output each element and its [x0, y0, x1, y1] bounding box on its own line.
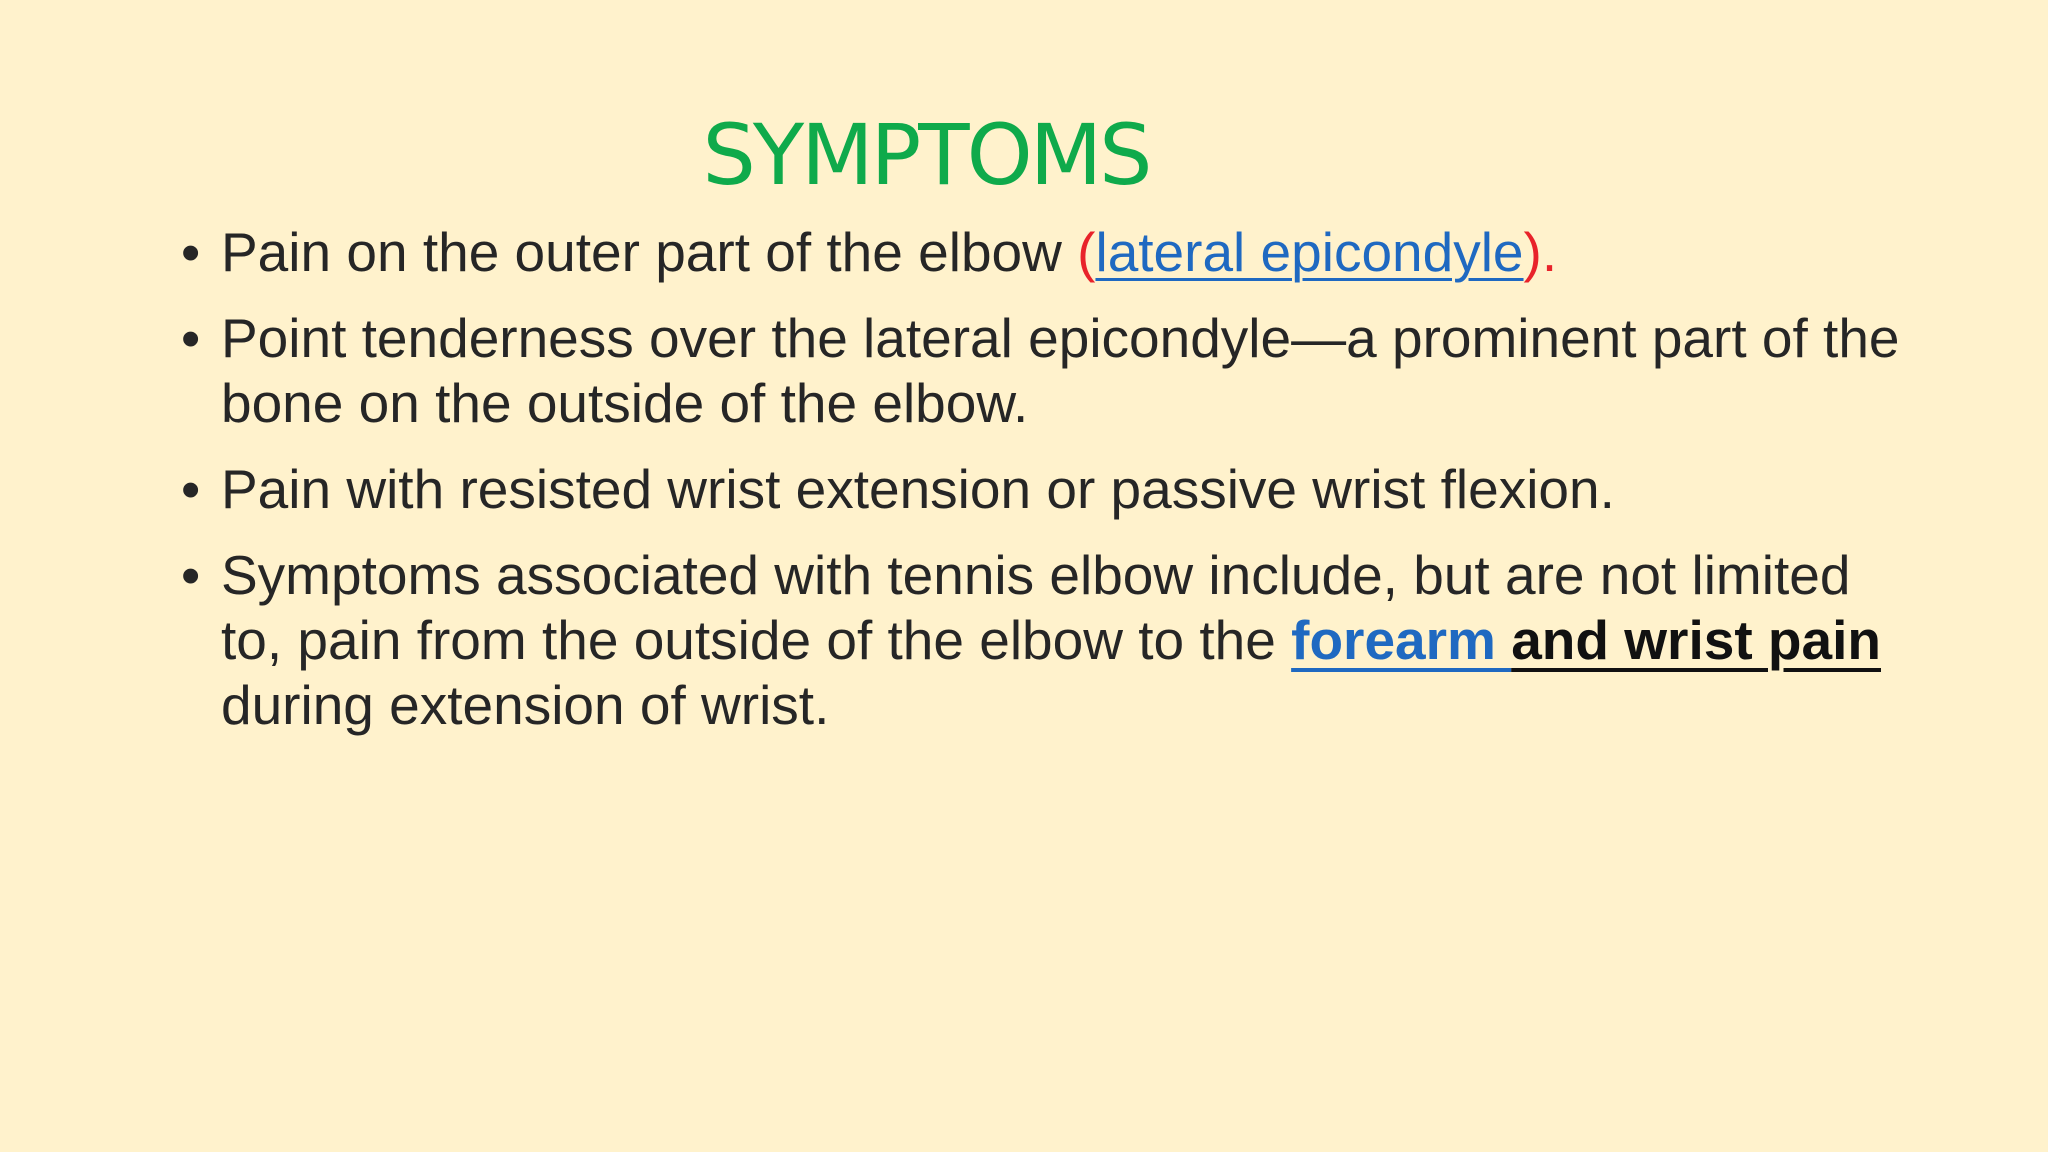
- bullet-item-4: [181, 543, 1901, 738]
- wrist-pain-emphasis: and wrist pain: [1511, 609, 1881, 671]
- bullet-item-1: [181, 220, 1901, 285]
- paren-open: (: [1077, 221, 1096, 283]
- bullet-dot-icon: •: [181, 544, 201, 606]
- slide-title: SYMPTOMS: [702, 106, 1150, 204]
- bullet-4-text: Symptoms associated with tennis elbow include, but are not limited to, pain from the outside of the elbow to the: [221, 544, 1851, 671]
- bullet-4-text-end: during extension of wrist.: [221, 674, 830, 736]
- forearm-link[interactable]: forearm: [1291, 609, 1512, 671]
- bullet-dot-icon: •: [181, 307, 201, 369]
- bullet-dot-icon: •: [181, 221, 201, 283]
- bullet-item-3: [181, 457, 1901, 522]
- bullet-dot-icon: •: [181, 458, 201, 520]
- paren-close: ).: [1523, 221, 1558, 283]
- bullet-1-text: Pain on the outer part of the elbow: [221, 221, 1078, 283]
- bullet-item-2: [181, 306, 1901, 436]
- bullet-list: [181, 220, 1901, 759]
- bullet-3-text: Pain with resisted wrist extension or passive wrist flexion.: [221, 458, 1615, 520]
- lateral-epicondyle-link[interactable]: lateral epicondyle: [1095, 221, 1524, 283]
- bullet-2-text: Point tenderness over the lateral epicondyle—a prominent part of the bone on the outside of the elbow.: [221, 307, 1900, 434]
